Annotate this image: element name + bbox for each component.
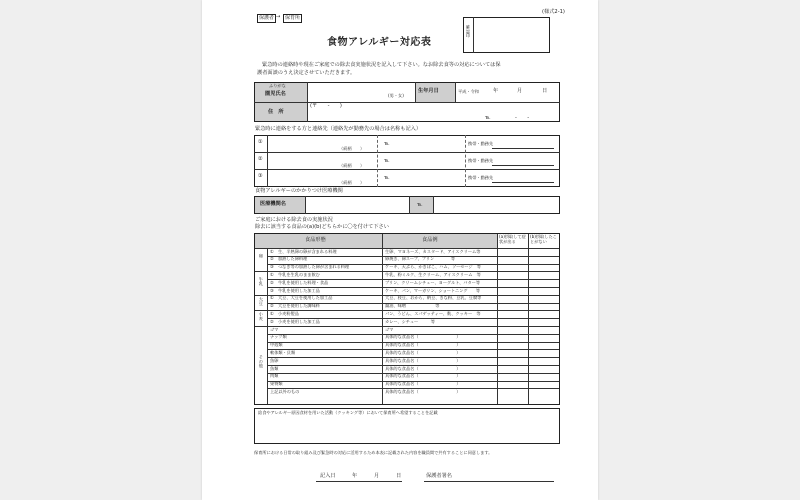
birth-year-unit: 年 — [493, 88, 499, 94]
group-label: 卵 — [258, 253, 264, 258]
option-b-cell[interactable] — [529, 366, 558, 373]
option-b-cell[interactable] — [529, 303, 558, 310]
food-form: ③ つなぎ等の加熱した卵が含まれる料理 — [270, 264, 350, 270]
food-form: 上記以外のもの — [270, 389, 300, 394]
option-b-cell[interactable] — [529, 327, 558, 334]
form-sheet — [202, 0, 598, 500]
food-example: 具体的な食品名（ ） — [385, 373, 461, 379]
food-example: 生卵、マヨネーズ、カスタード、アイスクリーム等 — [385, 248, 481, 254]
food-example: 具体的な食品名（ ） — [385, 334, 461, 340]
address-label: 住 所 — [268, 109, 284, 115]
contact-2-relation: （続柄 ） — [339, 163, 365, 168]
option-b-cell[interactable] — [529, 288, 558, 295]
removal-table — [254, 233, 560, 405]
option-a-cell[interactable] — [498, 366, 527, 373]
food-example: ケーキ、天ぷら、かきばこ、ハム、ソーセージ 等 — [385, 264, 481, 270]
food-form: 甲殻類 — [270, 342, 283, 348]
entry-day-unit: 日 — [396, 473, 402, 479]
contact-2-tel: ℡ — [384, 158, 390, 164]
contact-1-num: ① — [258, 139, 263, 145]
option-b-cell[interactable] — [529, 249, 558, 256]
clinic-name-label: 医療機関名 — [260, 201, 286, 207]
tag-arrow: → — [276, 14, 281, 20]
food-form: ① 大豆、大豆を使用した加工品 — [270, 295, 333, 301]
col-example-header: 食品例 — [422, 237, 438, 243]
food-form: ゴマ — [270, 326, 279, 332]
option-a-cell[interactable] — [498, 373, 527, 380]
option-b-cell[interactable] — [529, 264, 558, 271]
group-label: その他 — [258, 355, 264, 368]
food-form: ① 牛乳を生乳のまま飲む — [270, 272, 320, 277]
option-a-cell[interactable] — [498, 272, 527, 279]
tag-nursery: 保育所 — [285, 15, 301, 21]
birth-date-label: 生年月日 — [418, 88, 439, 94]
food-form: 軟体類・貝類 — [270, 350, 296, 355]
intro-line-1: 緊急時の連絡時や現在ご家庭での除去食実施状況を記入して下さい。なお除去食等の対応については保 — [262, 62, 501, 68]
food-example: 牛乳、粉ミルク、生クリーム、アイスクリーム 等 — [385, 272, 481, 277]
option-b-cell[interactable] — [529, 280, 558, 287]
food-example: カレー、シチュー 等 — [385, 318, 435, 324]
entry-month-unit: 月 — [374, 473, 380, 479]
food-form: ② 加熱した卵料理 — [270, 256, 308, 262]
food-example: 具体的な食品名（ ） — [385, 365, 461, 371]
birth-month-unit: 月 — [517, 88, 523, 94]
group-label: 牛乳 — [258, 277, 264, 286]
entry-date-label: 記入日 — [320, 473, 336, 479]
food-form: ② 小麦を使用した加工品 — [270, 318, 320, 324]
confirm-stamp-box — [463, 17, 550, 53]
option-b-cell[interactable] — [529, 334, 558, 341]
child-name-field[interactable] — [312, 88, 384, 100]
col-a-header: (a)摂取して症状が出る — [499, 234, 526, 244]
form-number: (様式2-1) — [542, 9, 565, 15]
food-example: 具体的な食品名（ ） — [385, 381, 461, 387]
option-b-cell[interactable] — [529, 256, 558, 263]
removal-subheading: 除去に該当する食品の(a)(b)どちらかに〇を付けて下さい — [255, 224, 389, 230]
clinic-tel: ℡ — [417, 202, 423, 208]
option-a-cell[interactable] — [498, 311, 527, 318]
furigana-label: ふりがな — [269, 83, 286, 88]
food-form: 果物類 — [270, 381, 283, 387]
food-form: ② 牛乳を使用した料理・食品 — [270, 279, 329, 285]
food-form: ① 小麦粉製品 — [270, 311, 299, 316]
option-a-cell[interactable] — [498, 381, 527, 388]
postal-code: (〒 - ) — [310, 103, 342, 109]
food-example: 具体的な食品名（ ） — [385, 357, 461, 363]
food-example: 大豆、枝豆、おから、納豆、きな粉、豆乳、豆腐等 — [385, 295, 482, 301]
option-a-cell[interactable] — [498, 256, 527, 263]
col-b-header: (b)摂取したことがない — [530, 234, 557, 244]
address-tel-dash: - - — [515, 115, 530, 121]
gender-choice: (男・女) — [388, 93, 404, 98]
option-b-cell[interactable] — [529, 311, 558, 318]
option-a-cell[interactable] — [498, 319, 527, 326]
child-name-label: 園児氏名 — [265, 91, 286, 97]
contact-2-mobile: 携帯・勤務先 — [468, 158, 494, 163]
intro-line-2: 護者面談のうえ決定させていただきます。 — [257, 70, 356, 76]
food-example: 具体的な食品名（ ） — [385, 350, 461, 355]
option-b-cell[interactable] — [529, 295, 558, 302]
contact-2-num: ② — [258, 156, 263, 162]
food-form: 魚卵 — [270, 357, 279, 363]
food-form: ② 大豆を使用した調味料 — [270, 303, 320, 309]
option-a-cell[interactable] — [498, 303, 527, 310]
emergency-table — [254, 135, 560, 187]
guardian-signature-label: 保護者署名 — [426, 473, 452, 479]
col-food-header: 食品形態 — [305, 237, 326, 243]
option-b-cell[interactable] — [529, 319, 558, 326]
option-a-cell[interactable] — [498, 334, 527, 341]
group-label: 大豆 — [258, 296, 264, 305]
birth-era: 平成・令和 — [458, 89, 479, 94]
food-form: ① 生、半熟卵の卵が含まれる料理 — [270, 248, 337, 254]
emergency-heading: 緊急時に連絡をする方と連絡先（連絡先が勤務先の場合は名称も記入） — [255, 126, 422, 132]
group-label: 小麦 — [258, 312, 264, 321]
option-a-cell[interactable] — [498, 288, 527, 295]
contact-1-relation: （続柄 ） — [339, 146, 365, 151]
option-a-cell[interactable] — [498, 389, 527, 396]
clinic-heading: 食物アレルギーのかかりつけ医療機関 — [255, 188, 343, 194]
tag-guardian: 保護者 — [259, 15, 275, 21]
guardian-signature-line[interactable] — [424, 481, 554, 482]
address-tel: ℡ — [485, 115, 491, 121]
food-form: ナッツ類 — [270, 334, 287, 340]
contact-3-mobile: 携帯・勤務先 — [468, 175, 494, 180]
birth-day-unit: 日 — [542, 88, 548, 94]
request-box-label: 給食やアレルギー原因食材を用いた活動（クッキング等）において保育所へ希望することを記載 — [258, 410, 438, 415]
contact-1-tel: ℡ — [384, 141, 390, 147]
food-form: 肉類 — [270, 373, 279, 379]
food-example: ケーキ、パン、マーガリン、ショートニング 等 — [385, 287, 481, 293]
option-b-cell[interactable] — [529, 381, 558, 388]
food-example: 醤油、味噌 等 — [385, 303, 440, 309]
option-b-cell[interactable] — [529, 350, 558, 357]
food-example: プリン、クリームシチュー、ヨーグルト、バター等 — [385, 279, 481, 285]
option-a-cell[interactable] — [498, 264, 527, 271]
food-example: 具体的な食品名（ ） — [385, 342, 461, 348]
food-form: ③ 牛乳を使用した加工品 — [270, 287, 320, 293]
option-b-cell[interactable] — [529, 358, 558, 365]
option-b-cell[interactable] — [529, 373, 558, 380]
page-title: 食物アレルギー対応表 — [327, 37, 432, 48]
food-form: 魚類 — [270, 365, 279, 371]
contact-1-mobile: 携帯・勤務先 — [468, 141, 494, 146]
option-a-cell[interactable] — [498, 327, 527, 334]
contact-3-tel: ℡ — [384, 175, 390, 181]
option-a-cell[interactable] — [498, 358, 527, 365]
contact-3-num: ③ — [258, 173, 263, 179]
option-a-cell[interactable] — [498, 249, 527, 256]
consent-text: 保育所における日常の取り組み及び緊急時の対応に活用するため本表に記載された内容を職員間で共有することに同意します。 — [254, 450, 493, 455]
food-example: ゴマ — [385, 326, 394, 332]
food-example: パン、うどん、スパゲッティー、麩、クッキー 等 — [385, 311, 481, 316]
option-b-cell[interactable] — [529, 342, 558, 349]
food-example: 卵焼き、卵スープ、プリン 等 — [385, 256, 456, 262]
option-a-cell[interactable] — [498, 342, 527, 349]
option-b-cell[interactable] — [529, 389, 558, 396]
option-a-cell[interactable] — [498, 350, 527, 357]
contact-3-relation: （続柄 ） — [339, 180, 365, 185]
confirm-label: 確認印 — [465, 25, 471, 38]
entry-year-unit: 年 — [352, 473, 358, 479]
option-b-cell[interactable] — [529, 272, 558, 279]
removal-heading: ご家庭における除去食の実施状況 — [255, 217, 333, 223]
food-example: 具体的な食品名（ ） — [385, 389, 461, 394]
option-a-cell[interactable] — [498, 295, 527, 302]
option-a-cell[interactable] — [498, 280, 527, 287]
